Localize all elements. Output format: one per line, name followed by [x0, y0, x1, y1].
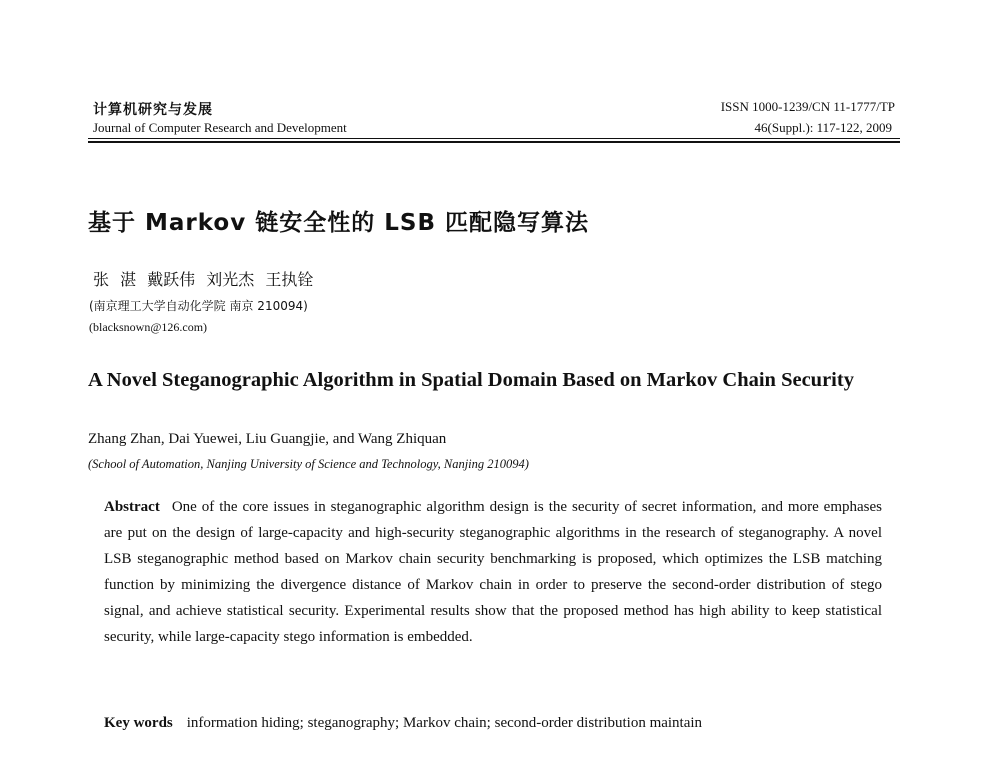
abstract-label: Abstract [104, 499, 160, 515]
journal-name-cn: 计算机研究与发展 [93, 102, 213, 118]
title-cn: 基于 Markov 链安全性的 LSB 匹配隐写算法 [88, 210, 590, 236]
issn: ISSN 1000-1239/CN 11-1777/TP [720, 99, 895, 114]
header-rule-thin [88, 138, 900, 139]
authors-en: Zhang Zhan, Dai Yuewei, Liu Guangjie, and Wang Zhiquan [88, 431, 447, 447]
abstract [104, 494, 882, 650]
affiliation-en: (School of Automation, Nanjing University of Science and Technology, Nanjing 210094) [88, 457, 529, 471]
volume-pages: 46(Suppl.): 117-122, 2009 [754, 120, 892, 135]
author-email: (blacksnown@126.com) [89, 320, 208, 334]
abstract-text: One of the core issues in steganographic algorithm design is the security of secret information, and more emphases are put on the design of large-capacity and high-security steganographic algorithms in the research of steganography. A novel LSB steganographic method based on Markov chain security benchmarking is proposed, which optimizes the LSB matching function by minimizing the divergence distance of Markov chain in order to preserve the second-order distribution of stego signal, and achieve statistical security. Experimental results show that the proposed method has high ability to keep statistical security, while large-capacity stego information is embedded. [104, 499, 882, 645]
title-en: A Novel Steganographic Algorithm in Spatial Domain Based on Markov Chain Security [88, 369, 854, 391]
authors-cn: 张 湛 戴跃伟 刘光杰 王执铨 [93, 270, 314, 289]
header-rule-thick [88, 141, 900, 143]
keywords-text: information hiding; steganography; Markov chain; second-order distribution maintain [186, 715, 703, 731]
keywords [104, 715, 702, 732]
affiliation-cn: (南京理工大学自动化学院 南京 210094) [89, 299, 308, 313]
journal-name-en: Journal of Computer Research and Development [93, 120, 347, 135]
keywords-label: Key words [104, 715, 173, 731]
